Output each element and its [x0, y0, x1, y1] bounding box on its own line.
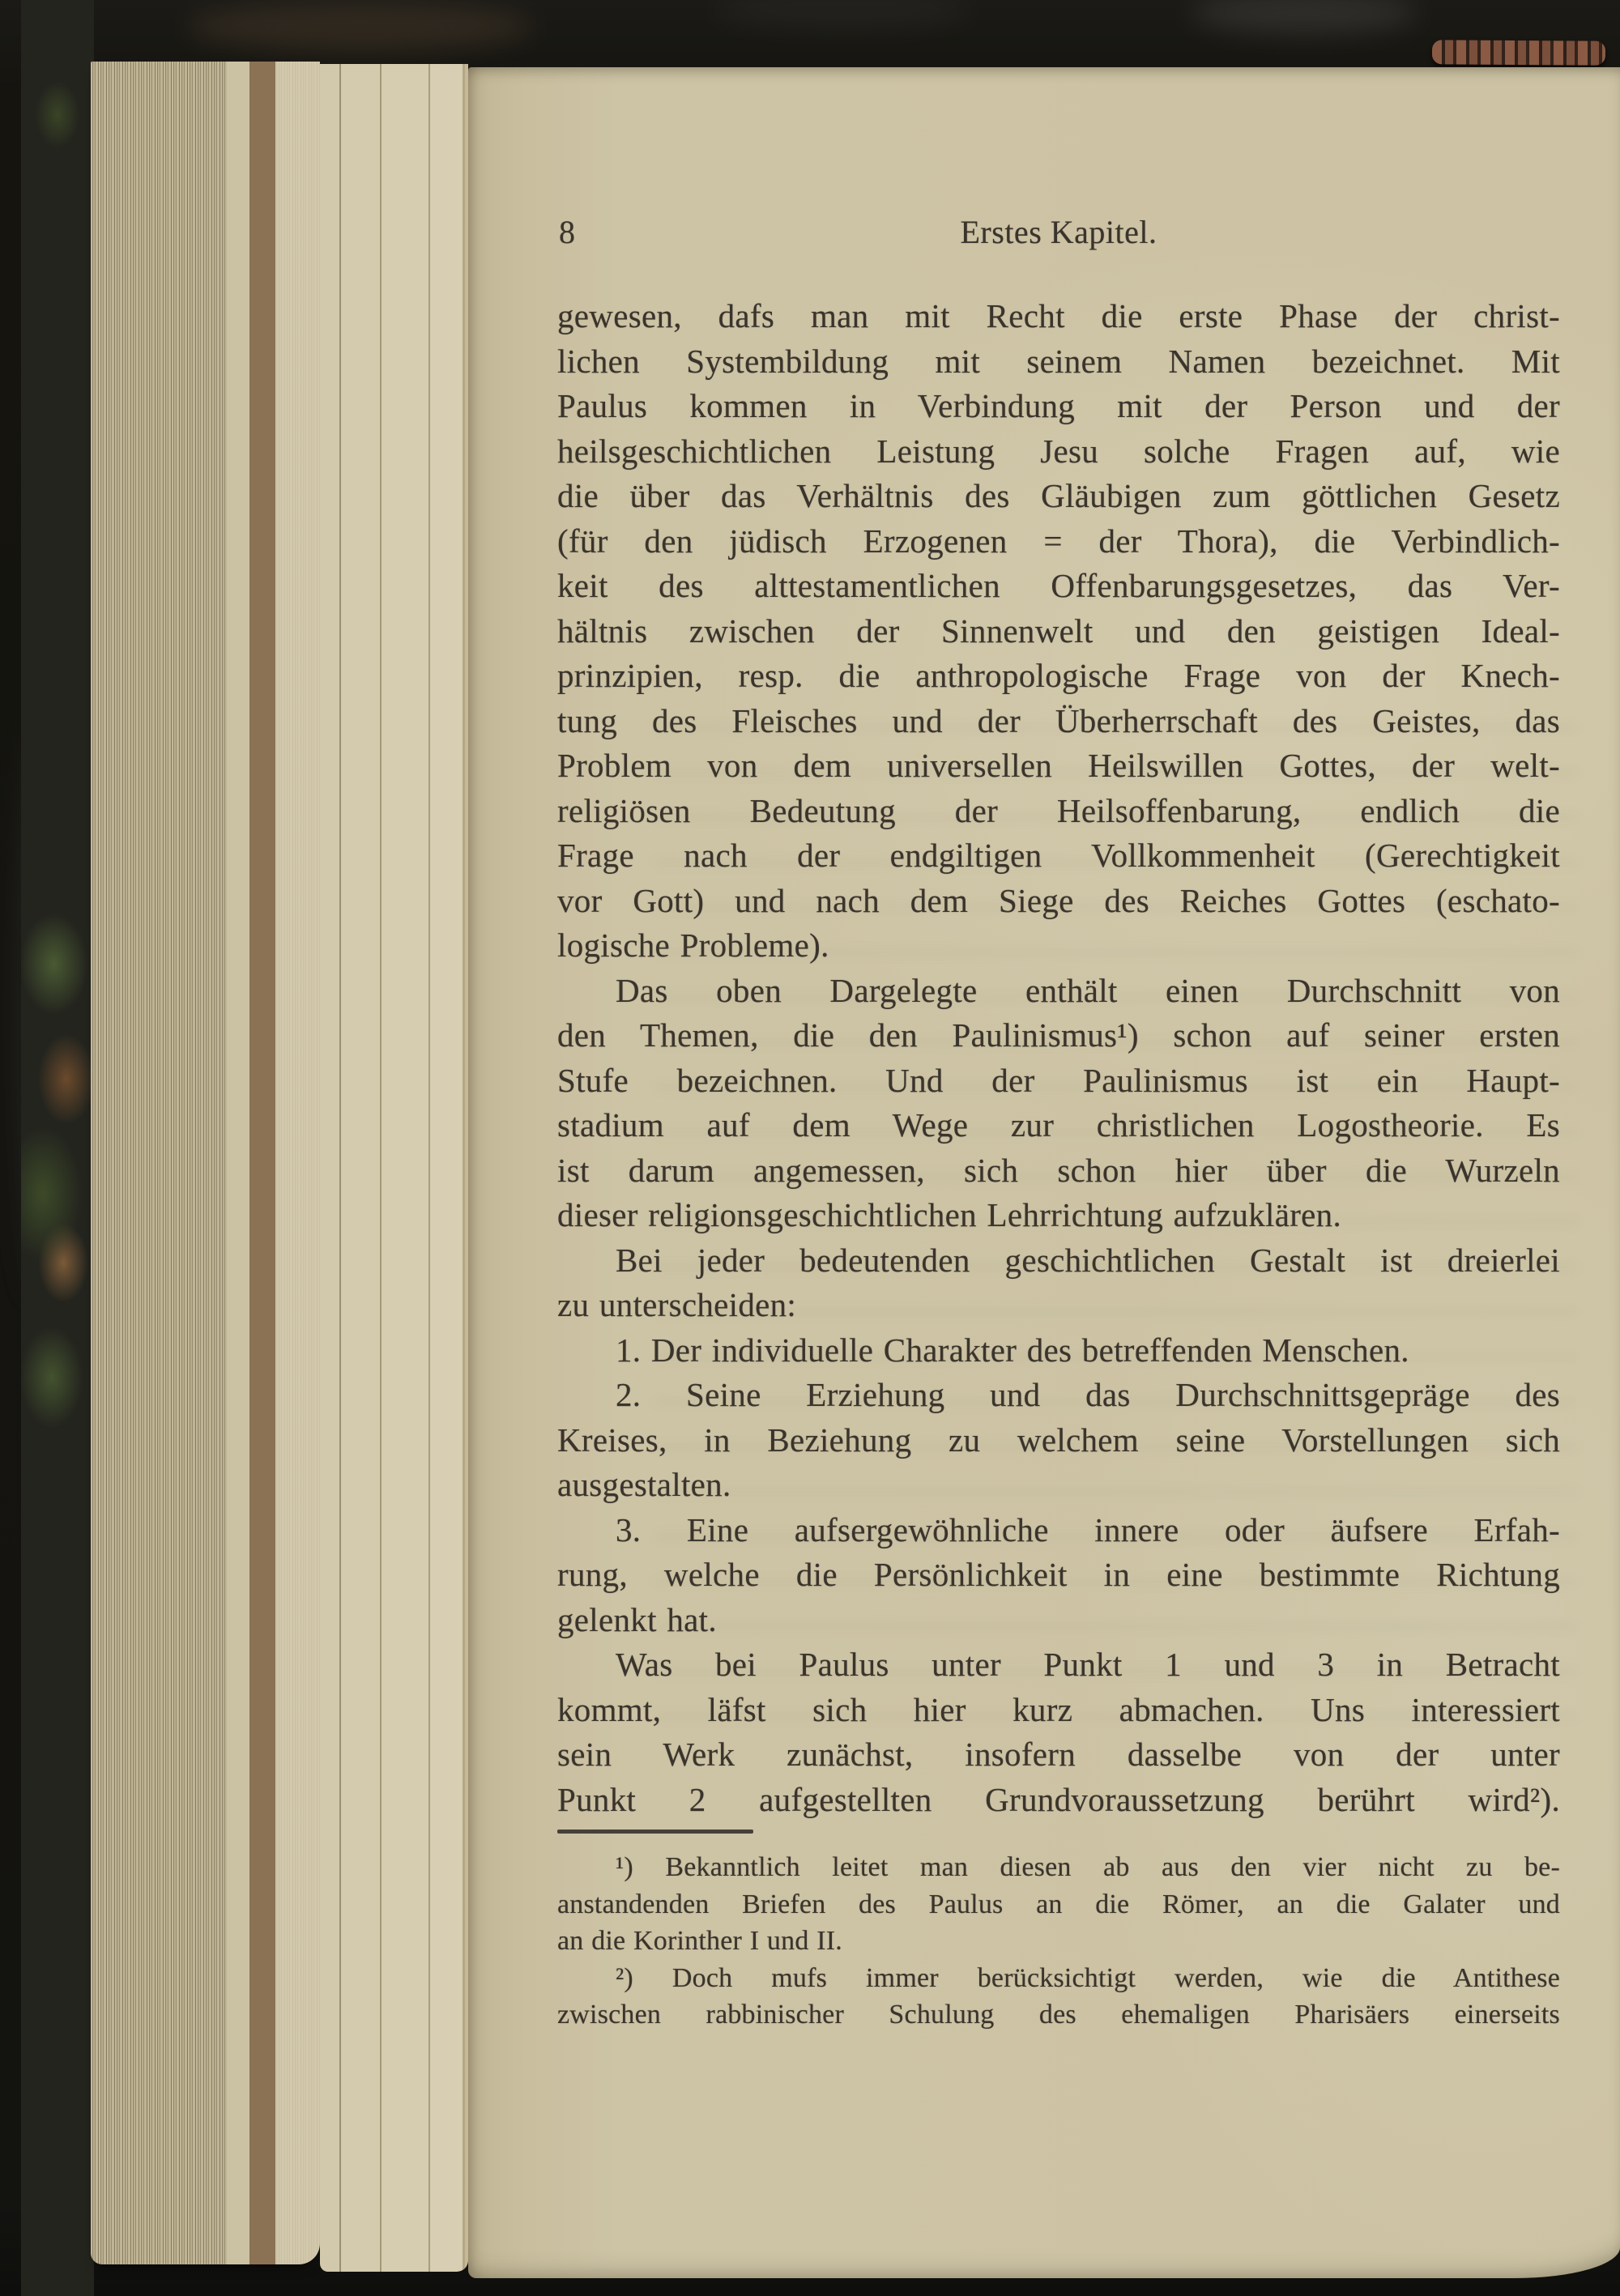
body-text-column: [557, 294, 1560, 1822]
body-text-line: rung, welche die Persönlichkeit in eine bestimmte Richtung: [557, 1556, 1560, 1593]
body-text-line: keit des alttestamentlichen Offenbarungsgesetzes, das Ver-: [557, 567, 1560, 604]
body-text-line: Kreises, in Beziehung zu welchem seine Vorstellungen sich: [557, 1421, 1560, 1459]
page-number: 8: [559, 214, 576, 250]
body-text-line: Bei jeder bedeutenden geschichtlichen Gestalt ist dreierlei: [616, 1241, 1560, 1279]
body-text-line: dieser religionsgeschichtlichen Lehrrichtung aufzuklären.: [557, 1196, 1342, 1233]
body-text-line: ausgestalten.: [557, 1466, 731, 1503]
body-text-line: kommt, läfst sich hier kurz abmachen. Uns interessiert: [557, 1690, 1560, 1728]
body-text-line: den Themen, die den Paulinismus¹) schon auf seiner ersten: [557, 1016, 1560, 1054]
body-text-line: die über das Verhältnis des Gläubigen zum göttlichen Gesetz: [557, 477, 1560, 514]
body-text-line: hältnis zwischen der Sinnenwelt und den geistigen Ideal-: [557, 611, 1560, 650]
book-headband: [1432, 40, 1605, 65]
footnote-separator-rule: [557, 1830, 753, 1834]
body-text-line: stadium auf dem Wege zur christlichen Logostheorie. Es: [557, 1106, 1560, 1144]
body-text-line: tung des Fleisches und der Überherrschaft des Geistes, das: [557, 701, 1560, 739]
body-text-line: logische Probleme).: [557, 926, 829, 964]
body-text-line: 1. Der individuelle Charakter des betreffenden Menschen.: [616, 1331, 1409, 1369]
footnote-line: anstandenden Briefen des Paulus an die Römer, an die Galater und: [557, 1889, 1560, 1919]
body-text-line: Was bei Paulus unter Punkt 1 und 3 in Betracht: [616, 1646, 1560, 1683]
body-text-line: ist darum angemessen, sich schon hier über die Wurzeln: [557, 1151, 1560, 1189]
body-text-line: gelenkt hat.: [557, 1600, 717, 1638]
page-stack-fore-edge: [91, 62, 320, 2264]
page-header-row: [557, 211, 1560, 253]
body-text-line: Punkt 2 aufgestellten Grundvoraussetzung berührt wird²).: [557, 1780, 1560, 1818]
cover-cloth-sheen: [186, 2, 535, 52]
body-text-line: Paulus kommen in Verbindung mit der Person und der: [557, 387, 1560, 424]
footnote-column: [557, 1849, 1560, 2034]
body-text-line: 3. Eine aufsergewöhnliche innere oder äufsere Erfah-: [616, 1510, 1560, 1548]
body-text-line: Frage nach der endgiltigen Vollkommenheit (Gerechtigkeit: [557, 837, 1560, 874]
body-text-line: heilsgeschichtlichen Leistung Jesu solche Fragen auf, wie: [557, 432, 1560, 470]
footnote-line: zwischen rabbinischer Schulung des ehemaligen Pharisäers einerseits: [557, 2000, 1560, 2030]
book-page: [468, 67, 1620, 2278]
footnote-line: ²) Doch mufs immer berücksichtigt werden, wie die Antithese: [616, 1962, 1560, 1993]
body-text-line: Problem von dem universellen Heilswillen Gottes, der welt-: [557, 747, 1560, 784]
running-header: Erstes Kapitel.: [960, 214, 1157, 250]
footnote-line: ¹) Bekanntlich leitet man diesen ab aus den vier nicht zu be-: [616, 1852, 1560, 1882]
body-text-line: prinzipien, resp. die anthropologische Frage von der Knech-: [557, 657, 1560, 694]
body-text-line: sein Werk zunächst, insofern dasselbe von der unter: [557, 1736, 1560, 1773]
body-text-line: Das oben Dargelegte enthält einen Durchschnitt von: [616, 971, 1560, 1009]
body-text-line: zu unterscheiden:: [557, 1286, 797, 1323]
marbled-cover-edge: [21, 0, 94, 2296]
body-text-line: lichen Systembildung mit seinem Namen bezeichnet. Mit: [557, 342, 1560, 380]
footnote-line: an die Korinther I und II.: [557, 1926, 842, 1956]
body-text-line: (für den jüdisch Erzogenen = der Thora), die Verbindlich-: [557, 522, 1560, 560]
cover-cloth-sheen: [1191, 0, 1418, 34]
body-text-line: 2. Seine Erziehung und das Durchschnittsgepräge des: [616, 1376, 1560, 1413]
body-text-line: vor Gott) und nach dem Siege des Reiches Gottes (eschato-: [557, 881, 1560, 919]
body-text-line: religiösen Bedeutung der Heilsoffenbarung, endlich die: [557, 791, 1560, 829]
fanned-page-leaves: [320, 64, 468, 2272]
body-text-line: Stufe bezeichnen. Und der Paulinismus ist ein Haupt-: [557, 1061, 1560, 1099]
cover-cloth-sheen: [713, 0, 972, 29]
body-text-line: gewesen, dafs man mit Recht die erste Phase der christ-: [557, 297, 1560, 334]
